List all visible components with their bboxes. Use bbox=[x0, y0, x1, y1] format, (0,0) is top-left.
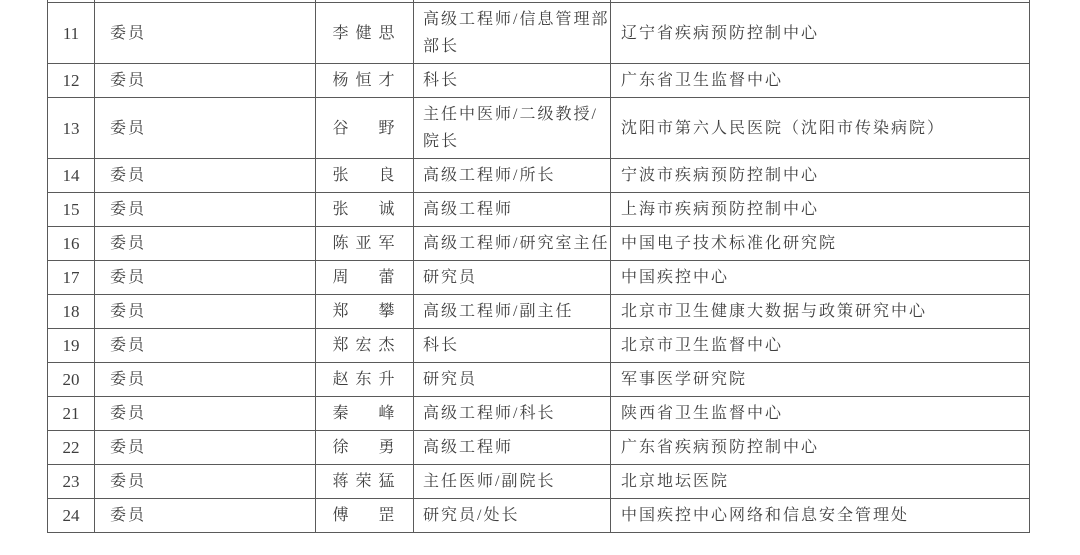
cell-name bbox=[316, 227, 414, 261]
cell-name bbox=[316, 499, 414, 533]
cell-name bbox=[316, 363, 414, 397]
table-row bbox=[48, 98, 1030, 159]
cell-role: 委员 bbox=[95, 499, 316, 533]
cell-no: 17 bbox=[48, 261, 95, 295]
cell-role: 委员 bbox=[95, 193, 316, 227]
cell-name bbox=[316, 98, 414, 159]
member-name: 秦峰 bbox=[332, 405, 397, 422]
cell-no: 23 bbox=[48, 465, 95, 499]
cell-role: 委员 bbox=[95, 227, 316, 261]
cell-no: 20 bbox=[48, 363, 95, 397]
cell-title: 研究员 bbox=[414, 261, 611, 295]
table-row bbox=[48, 431, 1030, 465]
cell-name bbox=[316, 159, 414, 193]
cell-title: 高级工程师/所长 bbox=[414, 159, 611, 193]
cell-role: 委员 bbox=[95, 397, 316, 431]
cell-no: 22 bbox=[48, 431, 95, 465]
member-name: 郑攀 bbox=[332, 303, 397, 320]
cell-org: 陕西省卫生监督中心 bbox=[611, 397, 1030, 431]
cell-title: 高级工程师/副主任 bbox=[414, 295, 611, 329]
cell-title: 科长 bbox=[414, 64, 611, 98]
cell-no: 21 bbox=[48, 397, 95, 431]
table-row bbox=[48, 465, 1030, 499]
cell-title: 高级工程师/信息管理部部长 bbox=[414, 3, 611, 64]
cell-no: 13 bbox=[48, 98, 95, 159]
cell-name bbox=[316, 193, 414, 227]
cell-org: 广东省疾病预防控制中心 bbox=[611, 431, 1030, 465]
cell-org: 中国疾控中心 bbox=[611, 261, 1030, 295]
cell-role: 委员 bbox=[95, 261, 316, 295]
member-name: 傅罡 bbox=[332, 507, 397, 524]
cell-org: 中国疾控中心网络和信息安全管理处 bbox=[611, 499, 1030, 533]
cell-role: 委员 bbox=[95, 431, 316, 465]
cell-title: 主任中医师/二级教授/院长 bbox=[414, 98, 611, 159]
member-name: 徐勇 bbox=[332, 439, 397, 456]
cell-no: 15 bbox=[48, 193, 95, 227]
table-row bbox=[48, 227, 1030, 261]
cell-org: 北京市卫生监督中心 bbox=[611, 329, 1030, 363]
cell-role: 委员 bbox=[95, 465, 316, 499]
member-name: 蒋荣猛 bbox=[332, 473, 397, 490]
cell-name bbox=[316, 64, 414, 98]
member-name: 赵东升 bbox=[332, 371, 397, 388]
cell-title: 研究员/处长 bbox=[414, 499, 611, 533]
cell-role: 委员 bbox=[95, 329, 316, 363]
member-name: 杨恒才 bbox=[332, 72, 397, 89]
cell-name bbox=[316, 397, 414, 431]
table-row bbox=[48, 261, 1030, 295]
cell-org: 沈阳市第六人民医院（沈阳市传染病院） bbox=[611, 98, 1030, 159]
table-body bbox=[48, 0, 1030, 533]
member-name: 张良 bbox=[332, 167, 397, 184]
member-name: 张诚 bbox=[332, 201, 397, 218]
member-name: 郑宏杰 bbox=[332, 337, 397, 354]
cell-no: 19 bbox=[48, 329, 95, 363]
cell-role: 委员 bbox=[95, 159, 316, 193]
table-row bbox=[48, 193, 1030, 227]
cell-title: 高级工程师 bbox=[414, 193, 611, 227]
table-row bbox=[48, 499, 1030, 533]
cell-no: 24 bbox=[48, 499, 95, 533]
cell-org: 宁波市疾病预防控制中心 bbox=[611, 159, 1030, 193]
cell-org: 北京地坛医院 bbox=[611, 465, 1030, 499]
table-row bbox=[48, 363, 1030, 397]
cell-name bbox=[316, 3, 414, 64]
cell-org: 北京市卫生健康大数据与政策研究中心 bbox=[611, 295, 1030, 329]
cell-role: 委员 bbox=[95, 295, 316, 329]
cell-name bbox=[316, 295, 414, 329]
member-name: 周蕾 bbox=[332, 269, 397, 286]
cell-name bbox=[316, 465, 414, 499]
cell-title: 科长 bbox=[414, 329, 611, 363]
cell-org: 中国电子技术标准化研究院 bbox=[611, 227, 1030, 261]
cell-title: 高级工程师/研究室主任 bbox=[414, 227, 611, 261]
cell-name bbox=[316, 329, 414, 363]
member-name: 李健思 bbox=[332, 24, 397, 42]
cell-no: 16 bbox=[48, 227, 95, 261]
cell-role: 委员 bbox=[95, 363, 316, 397]
member-name: 谷野 bbox=[332, 119, 397, 137]
cell-org: 上海市疾病预防控制中心 bbox=[611, 193, 1030, 227]
member-name: 陈亚军 bbox=[332, 235, 397, 252]
table-row bbox=[48, 159, 1030, 193]
cell-role: 委员 bbox=[95, 98, 316, 159]
cell-no: 11 bbox=[48, 3, 95, 64]
cell-role: 委员 bbox=[95, 3, 316, 64]
cell-org: 广东省卫生监督中心 bbox=[611, 64, 1030, 98]
cell-role: 委员 bbox=[95, 64, 316, 98]
cell-title: 高级工程师/科长 bbox=[414, 397, 611, 431]
cell-no: 14 bbox=[48, 159, 95, 193]
cell-title: 主任医师/副院长 bbox=[414, 465, 611, 499]
cell-name bbox=[316, 261, 414, 295]
table-row bbox=[48, 64, 1030, 98]
table-row bbox=[48, 295, 1030, 329]
cell-org: 辽宁省疾病预防控制中心 bbox=[611, 3, 1030, 64]
cell-no: 12 bbox=[48, 64, 95, 98]
cell-title: 高级工程师 bbox=[414, 431, 611, 465]
table-row bbox=[48, 397, 1030, 431]
cell-title: 研究员 bbox=[414, 363, 611, 397]
cell-org: 军事医学研究院 bbox=[611, 363, 1030, 397]
table-row bbox=[48, 3, 1030, 64]
table-row bbox=[48, 329, 1030, 363]
cell-no: 18 bbox=[48, 295, 95, 329]
cell-name bbox=[316, 431, 414, 465]
committee-member-table bbox=[47, 0, 1030, 533]
